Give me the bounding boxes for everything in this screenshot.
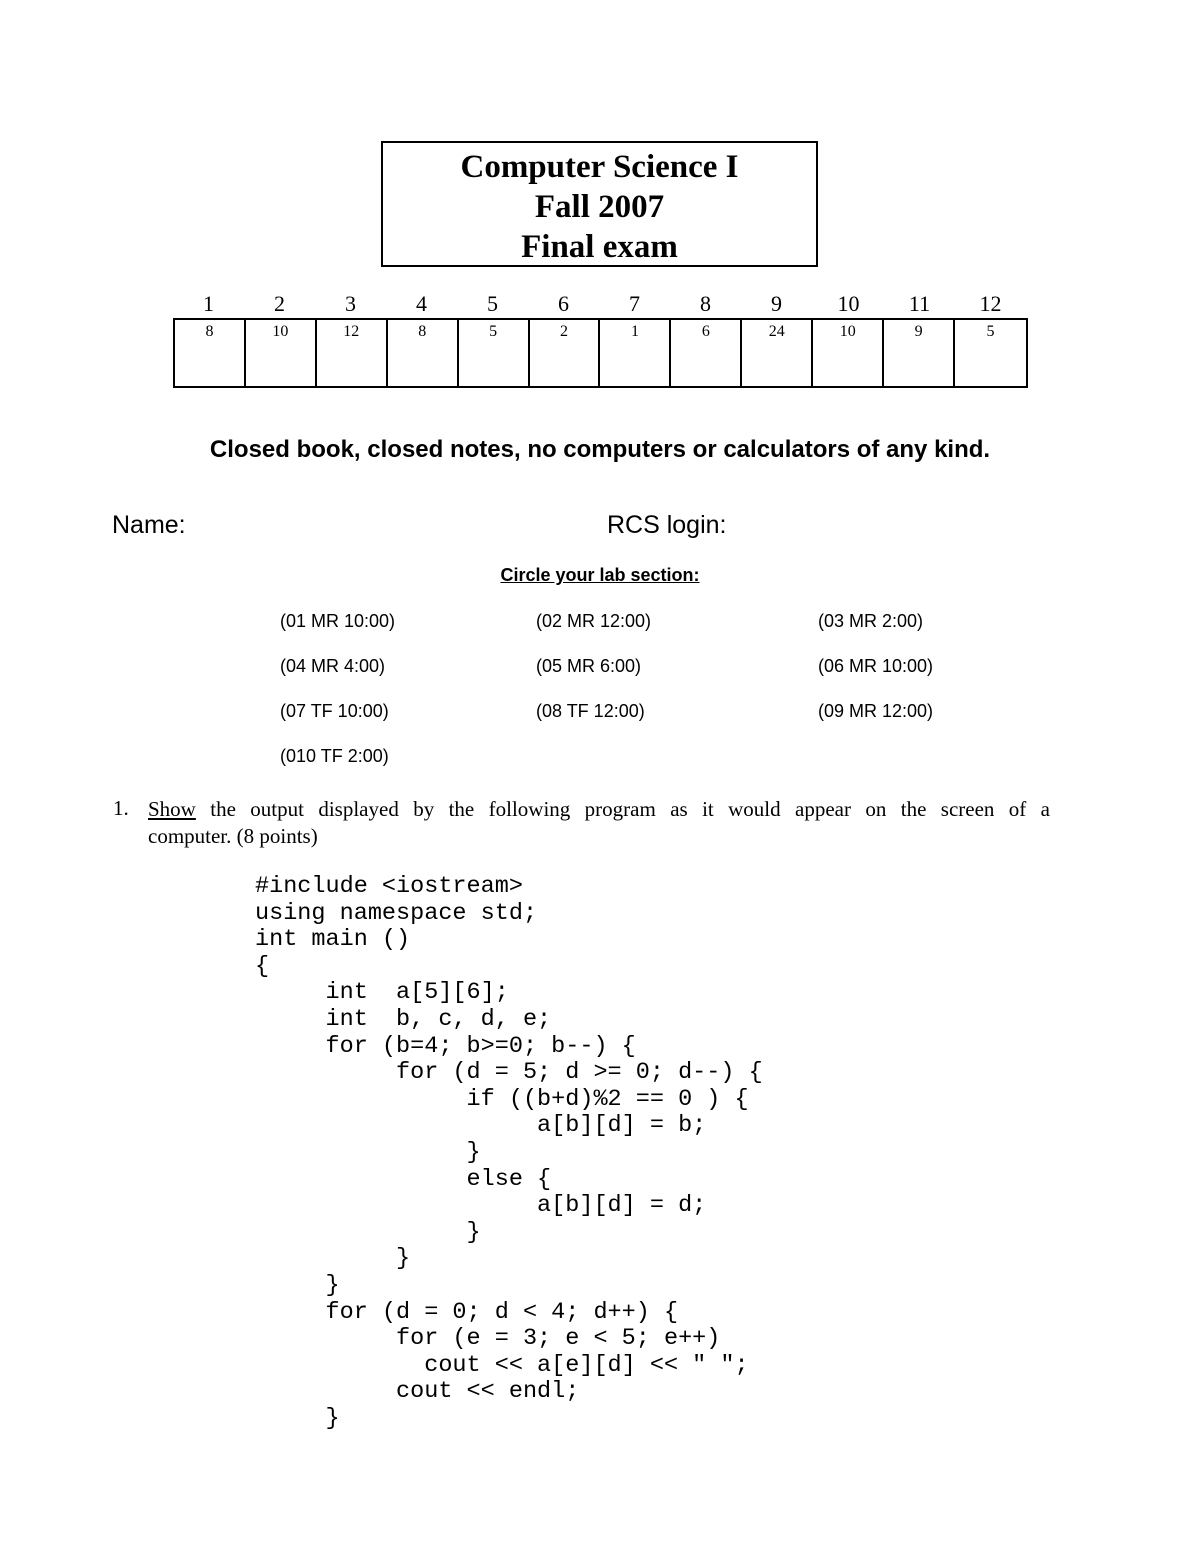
score-cell[interactable]: 10 [246,320,317,386]
question-number: 11 [908,291,931,316]
score-table [173,318,1028,388]
exam-title-box [381,141,818,267]
question-1-prompt-line1: the output displayed by the following program as it would appear on the screen of a [195,797,1050,821]
question-number: 6 [558,291,569,316]
lab-section-option[interactable]: (07 TF 10:00) [280,701,389,721]
exam-rules: Closed book, closed notes, no computers or calculators of any kind. [209,436,991,463]
question-number: 2 [274,291,285,316]
question-number: 12 [979,291,1002,316]
lab-section-heading: Circle your lab section: [500,565,700,585]
name-label: Name: [112,511,186,539]
lab-section-option[interactable]: (03 MR 2:00) [818,611,924,631]
question-1-number: 1. [113,796,129,820]
lab-section-option[interactable]: (05 MR 6:00) [536,656,642,676]
lab-section-option[interactable]: (06 MR 10:00) [818,656,934,676]
course-title: Computer Science I [460,149,739,185]
exam-title: Final exam [521,229,678,265]
rcs-login-label: RCS login: [607,511,727,539]
score-cell[interactable]: 8 [175,320,246,386]
score-cell[interactable]: 2 [530,320,601,386]
lab-section-option[interactable]: (01 MR 10:00) [280,611,396,631]
score-cell[interactable]: 8 [388,320,459,386]
question-1-prompt [148,796,1050,823]
code-listing: #include <iostream> using namespace std; int main () { int a[5][6]; int b, c, d, e; for (b=4; b>=0; b--) { for (d = 5; d >= 0; d--) { if ((b+d)%2 == 0 ) { a[b][d] = b; } else { a[b][d] = d; } } } for (d = 0; d < 4; d++) { for (e = 3; e < 5; e++) cout << a[e][d] << " "; cout << endl; } [255,873,763,1432]
score-cell[interactable]: 1 [600,320,671,386]
score-cell[interactable]: 10 [813,320,884,386]
question-number: 9 [771,291,782,316]
score-cell[interactable]: 24 [742,320,813,386]
question-number: 1 [203,291,214,316]
term-title: Fall 2007 [534,189,665,225]
score-cell[interactable]: 5 [459,320,530,386]
score-cell[interactable]: 5 [986,323,995,340]
lab-section-option[interactable]: (08 TF 12:00) [536,701,645,721]
score-cell[interactable]: 12 [317,320,388,386]
question-number: 10 [837,291,860,316]
score-cell[interactable]: 9 [884,320,955,386]
lab-section-option[interactable]: (02 MR 12:00) [536,611,652,631]
lab-section-option[interactable]: (010 TF 2:00) [280,746,389,766]
question-number: 4 [416,291,427,316]
question-number: 7 [629,291,640,316]
score-cell[interactable]: 6 [671,320,742,386]
question-1-prompt-line2: computer. (8 points) [148,824,318,848]
lab-section-option[interactable]: (04 MR 4:00) [280,656,386,676]
question-number: 8 [700,291,711,316]
show-keyword: Show [148,797,196,821]
question-number: 3 [345,291,356,316]
question-number: 5 [487,291,498,316]
lab-section-option[interactable]: (09 MR 12:00) [818,701,934,721]
